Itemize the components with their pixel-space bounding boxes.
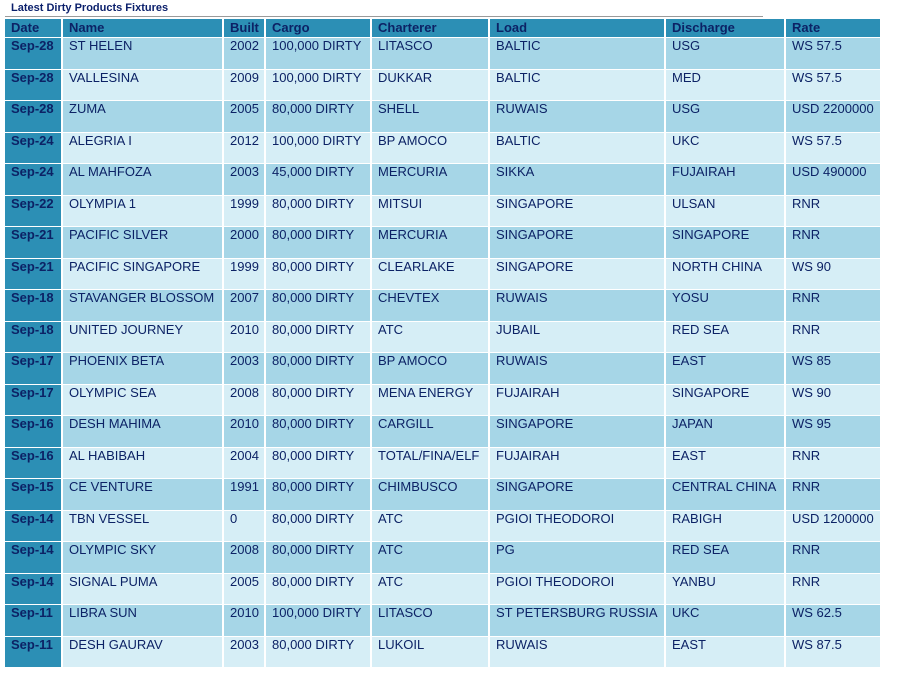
cell-built: 2010 [224,322,264,353]
cell-cargo: 80,000 DIRTY [266,290,370,321]
cell-discharge: YOSU [666,290,784,321]
cell-cargo: 80,000 DIRTY [266,385,370,416]
table-row [5,511,880,542]
cell-discharge: RED SEA [666,542,784,573]
cell-rate: USD 490000 [786,164,880,195]
cell-date: Sep-15 [5,479,61,510]
cell-charterer: ATC [372,511,488,542]
table-row [5,196,880,227]
cell-rate: RNR [786,479,880,510]
cell-charterer: MERCURIA [372,227,488,258]
cell-rate: WS 62.5 [786,605,880,636]
table-row [5,637,880,668]
cell-cargo: 100,000 DIRTY [266,133,370,164]
cell-discharge: UKC [666,605,784,636]
cell-load: FUJAIRAH [490,385,664,416]
cell-cargo: 80,000 DIRTY [266,574,370,605]
cell-charterer: MENA ENERGY [372,385,488,416]
cell-date: Sep-21 [5,227,61,258]
cell-built: 2005 [224,574,264,605]
cell-date: Sep-28 [5,38,61,69]
cell-name: VALLESINA [63,70,222,101]
cell-built: 2003 [224,164,264,195]
cell-name: OLYMPIA 1 [63,196,222,227]
table-row [5,574,880,605]
cell-date: Sep-28 [5,70,61,101]
cell-built: 2010 [224,605,264,636]
cell-cargo: 45,000 DIRTY [266,164,370,195]
cell-rate: RNR [786,542,880,573]
cell-charterer: ATC [372,322,488,353]
cell-load: SIKKA [490,164,664,195]
cell-name: AL HABIBAH [63,448,222,479]
cell-cargo: 80,000 DIRTY [266,101,370,132]
cell-date: Sep-22 [5,196,61,227]
cell-load: PGIOI THEODOROI [490,574,664,605]
cell-charterer: BP AMOCO [372,353,488,384]
cell-rate: WS 87.5 [786,637,880,668]
table-row [5,70,880,101]
cell-load: SINGAPORE [490,227,664,258]
cell-name: DESH MAHIMA [63,416,222,447]
cell-date: Sep-17 [5,353,61,384]
cell-charterer: CLEARLAKE [372,259,488,290]
cell-name: AL MAHFOZA [63,164,222,195]
table-row [5,133,880,164]
cell-built: 2012 [224,133,264,164]
cell-discharge: UKC [666,133,784,164]
table-row [5,448,880,479]
cell-load: BALTIC [490,133,664,164]
cell-discharge: SINGAPORE [666,385,784,416]
table-row [5,542,880,573]
table-row [5,353,880,384]
cell-discharge: JAPAN [666,416,784,447]
cell-built: 2000 [224,227,264,258]
cell-charterer: SHELL [372,101,488,132]
cell-name: ALEGRIA I [63,133,222,164]
cell-load: RUWAIS [490,353,664,384]
cell-name: LIBRA SUN [63,605,222,636]
cell-rate: RNR [786,227,880,258]
cell-charterer: BP AMOCO [372,133,488,164]
table-row [5,605,880,636]
cell-rate: USD 2200000 [786,101,880,132]
cell-built: 1991 [224,479,264,510]
table-header-row [5,19,880,37]
cell-name: PACIFIC SILVER [63,227,222,258]
cell-cargo: 80,000 DIRTY [266,353,370,384]
cell-charterer: ATC [372,574,488,605]
cell-date: Sep-14 [5,574,61,605]
cell-name: SIGNAL PUMA [63,574,222,605]
cell-charterer: LUKOIL [372,637,488,668]
cell-load: PGIOI THEODOROI [490,511,664,542]
cell-discharge: EAST [666,637,784,668]
table-row [5,290,880,321]
cell-built: 2004 [224,448,264,479]
cell-cargo: 80,000 DIRTY [266,416,370,447]
cell-discharge: SINGAPORE [666,227,784,258]
cell-discharge: FUJAIRAH [666,164,784,195]
cell-built: 2007 [224,290,264,321]
cell-name: STAVANGER BLOSSOM [63,290,222,321]
cell-discharge: ULSAN [666,196,784,227]
cell-name: ZUMA [63,101,222,132]
cell-cargo: 80,000 DIRTY [266,479,370,510]
cell-name: DESH GAURAV [63,637,222,668]
cell-date: Sep-28 [5,101,61,132]
cell-date: Sep-14 [5,511,61,542]
cell-load: PG [490,542,664,573]
title-divider [5,16,763,17]
cell-load: RUWAIS [490,290,664,321]
cell-date: Sep-16 [5,416,61,447]
cell-date: Sep-18 [5,290,61,321]
cell-cargo: 80,000 DIRTY [266,259,370,290]
cell-rate: WS 57.5 [786,70,880,101]
cell-load: ST PETERSBURG RUSSIA [490,605,664,636]
cell-date: Sep-24 [5,164,61,195]
column-header-rate: Rate [786,19,880,37]
cell-built: 2008 [224,542,264,573]
table-row [5,322,880,353]
cell-rate: RNR [786,448,880,479]
cell-cargo: 80,000 DIRTY [266,196,370,227]
table-row [5,479,880,510]
table-row [5,101,880,132]
column-header-load: Load [490,19,664,37]
cell-rate: RNR [786,574,880,605]
cell-built: 0 [224,511,264,542]
cell-date: Sep-16 [5,448,61,479]
cell-name: ST HELEN [63,38,222,69]
cell-cargo: 100,000 DIRTY [266,605,370,636]
cell-date: Sep-11 [5,637,61,668]
cell-charterer: LITASCO [372,605,488,636]
cell-built: 2008 [224,385,264,416]
table-row [5,416,880,447]
cell-name: PHOENIX BETA [63,353,222,384]
cell-rate: RNR [786,196,880,227]
cell-built: 2005 [224,101,264,132]
cell-load: SINGAPORE [490,259,664,290]
fixtures-table [3,18,882,668]
cell-load: SINGAPORE [490,196,664,227]
cell-name: OLYMPIC SEA [63,385,222,416]
cell-discharge: MED [666,70,784,101]
cell-discharge: RED SEA [666,322,784,353]
cell-discharge: EAST [666,353,784,384]
cell-charterer: TOTAL/FINA/ELF [372,448,488,479]
table-row [5,227,880,258]
cell-name: TBN VESSEL [63,511,222,542]
cell-load: SINGAPORE [490,416,664,447]
cell-built: 2010 [224,416,264,447]
cell-discharge: YANBU [666,574,784,605]
cell-discharge: USG [666,38,784,69]
table-body [5,38,880,667]
cell-load: BALTIC [490,38,664,69]
cell-load: RUWAIS [490,637,664,668]
column-header-discharge: Discharge [666,19,784,37]
cell-charterer: MITSUI [372,196,488,227]
cell-cargo: 80,000 DIRTY [266,542,370,573]
cell-charterer: ATC [372,542,488,573]
cell-name: UNITED JOURNEY [63,322,222,353]
cell-discharge: USG [666,101,784,132]
cell-cargo: 80,000 DIRTY [266,227,370,258]
table-row [5,164,880,195]
cell-discharge: CENTRAL CHINA [666,479,784,510]
cell-date: Sep-14 [5,542,61,573]
cell-rate: USD 1200000 [786,511,880,542]
cell-built: 1999 [224,259,264,290]
cell-date: Sep-24 [5,133,61,164]
cell-rate: WS 90 [786,385,880,416]
cell-built: 2003 [224,637,264,668]
cell-rate: RNR [786,290,880,321]
cell-charterer: LITASCO [372,38,488,69]
page-title: Latest Dirty Products Fixtures [11,2,169,14]
cell-charterer: CHEVTEX [372,290,488,321]
cell-rate: WS 57.5 [786,133,880,164]
cell-built: 1999 [224,196,264,227]
cell-charterer: DUKKAR [372,70,488,101]
column-header-charterer: Charterer [372,19,488,37]
cell-charterer: CHIMBUSCO [372,479,488,510]
cell-cargo: 80,000 DIRTY [266,637,370,668]
cell-built: 2009 [224,70,264,101]
cell-rate: WS 95 [786,416,880,447]
cell-rate: WS 90 [786,259,880,290]
cell-load: RUWAIS [490,101,664,132]
table-row [5,38,880,69]
cell-load: BALTIC [490,70,664,101]
column-header-cargo: Cargo [266,19,370,37]
table-row [5,259,880,290]
column-header-name: Name [63,19,222,37]
column-header-built: Built [224,19,264,37]
cell-cargo: 100,000 DIRTY [266,70,370,101]
cell-rate: WS 57.5 [786,38,880,69]
column-header-date: Date [5,19,61,37]
cell-built: 2003 [224,353,264,384]
cell-built: 2002 [224,38,264,69]
cell-cargo: 100,000 DIRTY [266,38,370,69]
cell-name: OLYMPIC SKY [63,542,222,573]
cell-cargo: 80,000 DIRTY [266,322,370,353]
cell-rate: WS 85 [786,353,880,384]
cell-date: Sep-21 [5,259,61,290]
cell-date: Sep-11 [5,605,61,636]
cell-rate: RNR [786,322,880,353]
table-row [5,385,880,416]
cell-date: Sep-18 [5,322,61,353]
cell-charterer: CARGILL [372,416,488,447]
cell-charterer: MERCURIA [372,164,488,195]
cell-name: CE VENTURE [63,479,222,510]
cell-cargo: 80,000 DIRTY [266,448,370,479]
cell-discharge: RABIGH [666,511,784,542]
cell-cargo: 80,000 DIRTY [266,511,370,542]
cell-load: SINGAPORE [490,479,664,510]
cell-name: PACIFIC SINGAPORE [63,259,222,290]
cell-discharge: NORTH CHINA [666,259,784,290]
cell-load: JUBAIL [490,322,664,353]
cell-discharge: EAST [666,448,784,479]
cell-load: FUJAIRAH [490,448,664,479]
cell-date: Sep-17 [5,385,61,416]
